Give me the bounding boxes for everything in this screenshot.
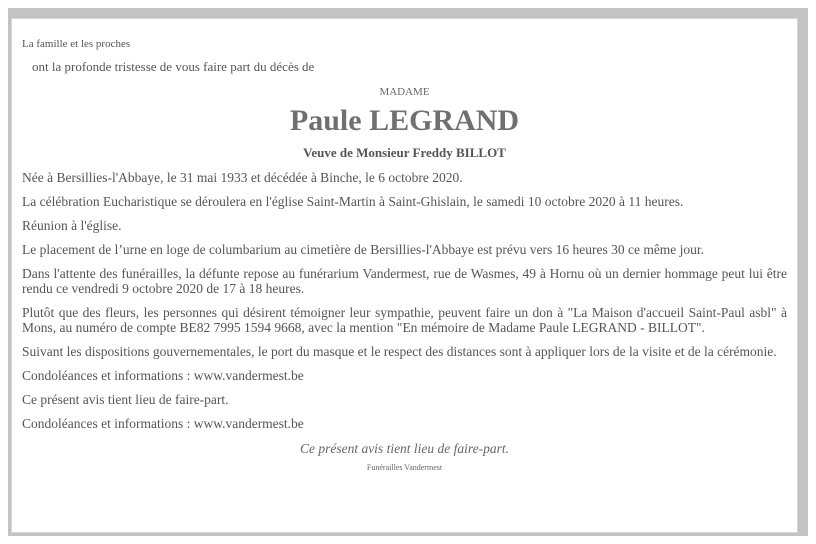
funeral-home-credit: Funérailles Vandermest <box>366 463 443 472</box>
paragraph-condolences-1: Condoléances et informations : www.vandermest.be <box>22 368 304 383</box>
paragraph-donation: Plutôt que des fleurs, les personnes qui désirent témoigner leur sympathie, peuvent faire un don à "La Maison d'accueil Saint-Paul asbl" à Mons, au numéro de compte BE82 7995 1594 9668, avec la mention "En mémoire de Madame Paule LEGRAND - BILLOT". <box>22 305 787 335</box>
paragraph-columbarium: Le placement de l’urne en loge de columbarium au cimetière de Bersillies-l'Abbaye est prévu vers 16 heures 30 ce même jour. <box>22 242 705 257</box>
intro-announcement: ont la profonde tristesse de vous faire part du décès de <box>32 59 315 74</box>
paragraph-birth-death: Née à Bersillies-l'Abbaye, le 31 mai 1933 et décédée à Binche, le 6 octobre 2020. <box>22 170 463 185</box>
signature-line: Ce présent avis tient lieu de faire-part. <box>299 441 510 456</box>
paragraph-meeting: Réunion à l'église. <box>22 218 122 233</box>
paragraph-faire-part: Ce présent avis tient lieu de faire-part. <box>22 392 229 407</box>
intro-family: La famille et les proches <box>22 38 131 50</box>
notice-frame <box>8 8 808 536</box>
paragraph-condolences-2: Condoléances et informations : www.vandermest.be <box>22 416 304 431</box>
paragraph-ceremony: La célébration Eucharistique se déroulera en l'église Saint-Martin à Saint-Ghislain, le samedi 10 octobre 2020 à 11 heures. <box>22 194 684 209</box>
widow-of-line: Veuve de Monsieur Freddy BILLOT <box>303 145 506 160</box>
paragraph-funerarium: Dans l'attente des funérailles, la défunte repose au funérarium Vandermest, rue de Wasmes, 49 à Hornu où un dernier hommage peut lui être rendu ce vendredi 9 octobre 2020 de 17 à 18 heures. <box>22 266 787 296</box>
deceased-name: Paule LEGRAND <box>289 104 520 137</box>
obituary-notice <box>11 18 798 533</box>
paragraph-covid-rules: Suivant les dispositions gouvernementales, le port du masque et le respect des distances sont à appliquer lors de la visite et de la cérémonie. <box>22 344 777 359</box>
title-prefix: MADAME <box>379 86 430 98</box>
